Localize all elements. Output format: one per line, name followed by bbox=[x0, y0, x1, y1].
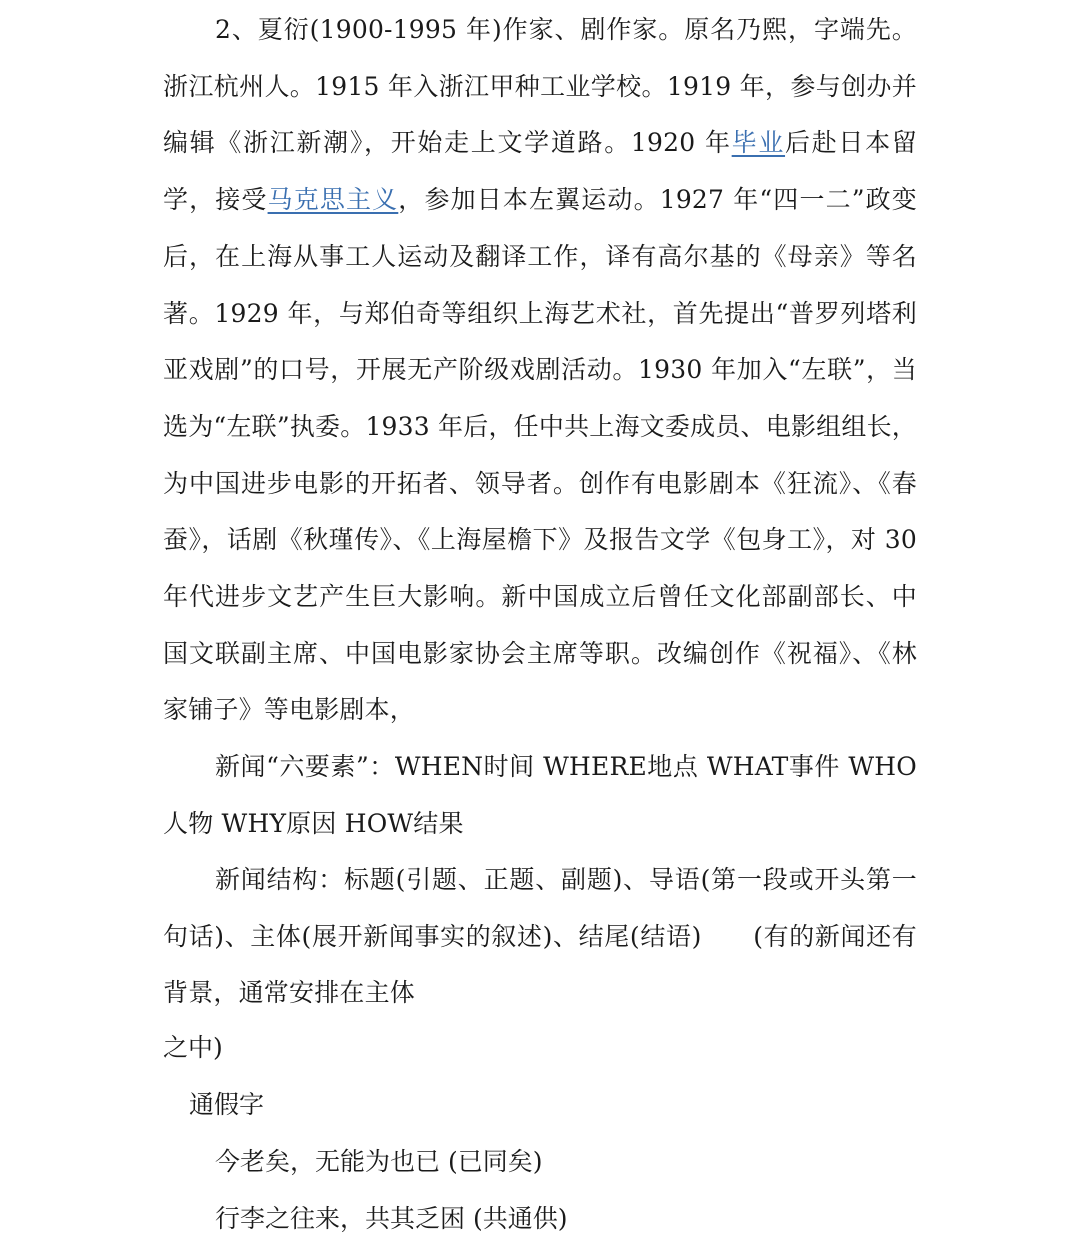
paragraph-news-six-elements: 新闻“六要素”：WHEN时间 WHERE地点 WHAT事件 WHO人物 WHY原因 HOW结果 bbox=[163, 752, 917, 838]
example-line-2: 行李之往来，共其乏困 (共通供) bbox=[215, 1204, 568, 1233]
heading-tongjiazi: 通假字 bbox=[189, 1090, 265, 1119]
paragraph-news-structure: 新闻结构：标题(引题、正题、副题)、导语(第一段或开头第一句话)、主体(展开新闻事实的叙述)、结尾(结语) (有的新闻还有背景，通常安排在主体 bbox=[163, 865, 917, 1008]
bio-text-part-1: 2、夏衍(1900-1995 年)作家、剧作家。原名乃熙，字端先。浙江杭州人。1915 年入浙江甲种工业学校。1919 年，参与创办并编辑《浙江新潮》，开始走上文学道路。1920 年 bbox=[163, 15, 917, 158]
bio-text-part-3: ，参加日本左翼运动。1927 年“四一二”政变后，在上海从事工人运动及翻译工作，译有高尔基的《母亲》等名著。1929 年，与郑伯奇等组织上海艺术社，首先提出“普罗列塔利亚戏剧”的口号，开展无产阶级戏剧活动。1930 年加入“左联”，当选为“左联”执委。1933 年后，任中共上海文委成员、电影组组长，为中国进步电影的开拓者、领导者。创作有电影剧本《狂流》、《春蚕》，话剧《秋瑾传》、《上海屋檐下》及报告文学《包身工》，对 30 年代进步文艺产生巨大影响。新中国成立后曾任文化部副部长、中国文联副主席、中国电影家协会主席等职。改编创作《祝福》、《林家铺子》等电影剧本， bbox=[163, 185, 917, 725]
link-graduation[interactable]: 毕业 bbox=[731, 128, 786, 158]
paragraph-xia-yan-bio bbox=[163, 2, 917, 739]
link-marxism[interactable]: 马克思主义 bbox=[267, 185, 399, 215]
bio-text-part-2: 后赴日本留学，接受 bbox=[163, 128, 918, 215]
example-line-1: 今老矣，无能为也已 (已同矣) bbox=[215, 1147, 543, 1176]
news-structure-tail: 之中) bbox=[163, 1033, 223, 1062]
